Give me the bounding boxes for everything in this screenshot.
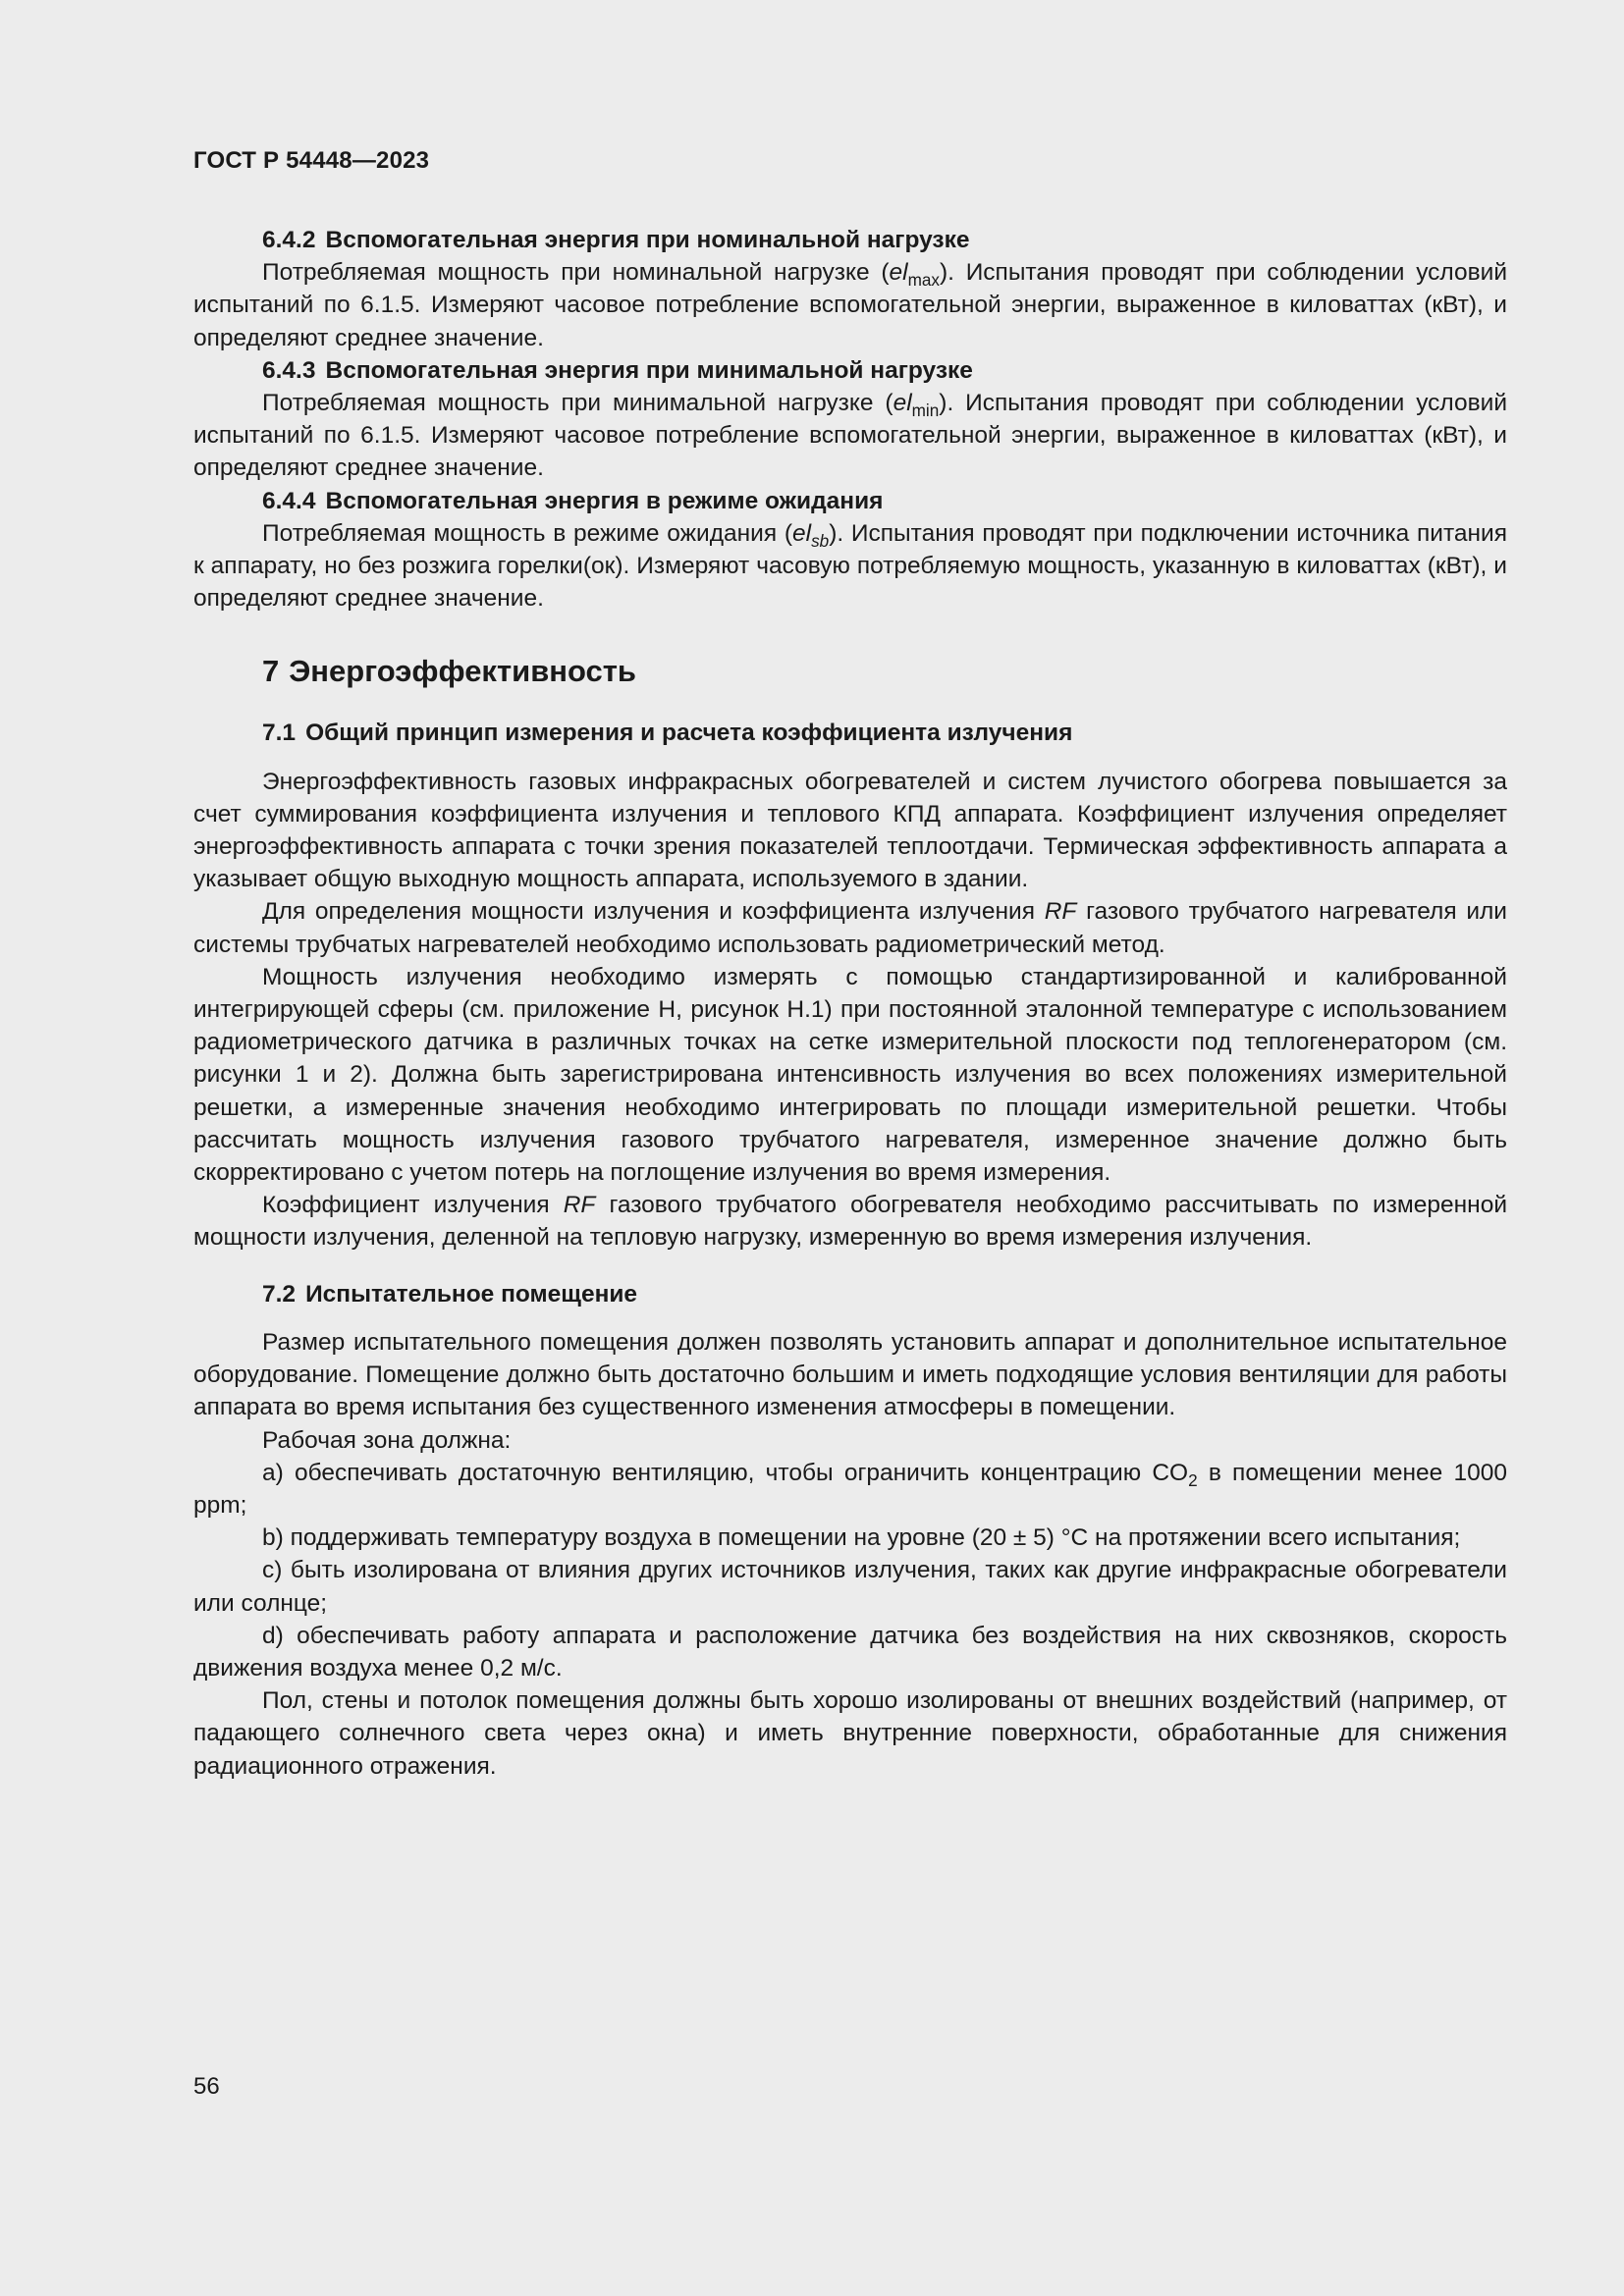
text-span: Коэффициент излучения xyxy=(262,1192,564,1219)
subscript-sb: sb xyxy=(811,530,830,551)
variable-rf: RF xyxy=(1044,898,1077,926)
subscript-min: min xyxy=(911,400,940,421)
section-number: 7 xyxy=(262,654,280,689)
subsection-title: Вспомогательная энергия при номинальной нагрузке xyxy=(325,227,970,253)
variable-el: el xyxy=(893,390,912,417)
subsection-title: Вспомогательная энергия при минимальной нагрузке xyxy=(325,356,973,384)
text-span: газового трубчатого нагревателя или системы трубчатых нагревателей необходимо использовать радиометрический метод. xyxy=(193,898,1507,958)
subscript-2: 2 xyxy=(1188,1469,1198,1490)
subsection-title: Общий принцип измерения и расчета коэффициента излучения xyxy=(305,720,1073,747)
text-span: Потребляемая мощность в режиме ожидания ( xyxy=(262,519,792,547)
section-title: Энергоэффективность xyxy=(289,654,636,689)
list-item-a xyxy=(193,1457,1507,1522)
text-span: ). Испытания проводят при подключении источника питания к аппарату, но без розжига горелки(ок). Измеряют часовую потребляемую мощность, указанную в киловаттах (кВт), и определяют среднее значение. xyxy=(193,519,1507,613)
subsection-heading-6-4-2 xyxy=(193,224,1507,256)
paragraph-7-1-2 xyxy=(193,895,1507,960)
paragraph-7-2-3: Пол, стены и потолок помещения должны быть хорошо изолированы от внешних воздействий (например, от падающего солнечного света через окна) и иметь внутренние поверхности, обработанные для снижения радиационного отражения. xyxy=(193,1687,1507,1780)
paragraph-7-1-1: Энергоэффективность газовых инфракрасных обогревателей и систем лучистого обогрева повышается за счет суммирования коэффициента излучения и теплового КПД аппарата. Коэффициент излучения определяет энергоэффективность аппарата с точки зрения показателей теплоотдачи. Термическая эффективность аппарата а указывает общую выходную мощность аппарата, используемого в здании. xyxy=(193,768,1507,893)
variable-rf: RF xyxy=(563,1192,596,1219)
paragraph-7-2-2: Рабочая зона должна: xyxy=(262,1426,512,1454)
text-span: газового трубчатого обогревателя необходимо рассчитывать по измеренной мощности излучения, деленной на тепловую нагрузку, измеренную во время измерения излучения. xyxy=(193,1192,1508,1252)
paragraph-7-1-3: Мощность излучения необходимо измерять с помощью стандартизированной и калиброванной интегрирующей сферы (см. приложение H, рисунок H.1) при постоянной эталонной температуре с использованием радиометрического датчика в различных точках на сетке измерительной плоскости под теплогенератором (см. рисунки 1 и 2). Должна быть зарегистрирована интенсивность излучения во всех положениях измерительной решетки, а измеренные значения необходимо интегрировать по площади измерительной решетки. Чтобы рассчитать мощность излучения газового трубчатого нагревателя, измеренное значение должно быть скорректировано с учетом потерь на поглощение излучения во время измерения. xyxy=(193,963,1507,1187)
page-number: 56 xyxy=(193,2073,220,2100)
text-span: Потребляемая мощность при минимальной нагрузке ( xyxy=(262,390,893,417)
subsection-number: 6.4.3 xyxy=(262,356,316,384)
paragraph-7-2-1: Размер испытательного помещения должен позволять установить аппарат и дополнительное испытательное оборудование. Помещение должно быть достаточно большим и иметь подходящие условия вентиляции для работы аппарата во время испытания без существенного изменения атмосферы в помещении. xyxy=(193,1328,1507,1421)
paragraph-6-4-4 xyxy=(193,517,1507,615)
subsection-title: Испытательное помещение xyxy=(305,1280,638,1308)
document-page xyxy=(193,0,1507,2296)
subsection-heading-7-1 xyxy=(193,717,1507,749)
subsection-heading-7-2 xyxy=(193,1278,1507,1310)
subsection-number: 6.4.4 xyxy=(262,487,316,514)
text-span: ). Испытания проводят при соблюдении условий испытаний по 6.1.5. Измеряют часовое потребление вспомогательной энергии, выраженное в киловаттах (кВт), и определяют среднее значение. xyxy=(193,259,1508,351)
paragraph-6-4-2 xyxy=(193,256,1507,354)
paragraph-7-1-4 xyxy=(193,1189,1507,1254)
list-item-c: c) быть изолирована от влияния других источников излучения, таких как другие инфракрасные обогреватели или солнце; xyxy=(193,1557,1507,1617)
subsection-number: 7.1 xyxy=(262,720,297,747)
subsection-number: 6.4.2 xyxy=(262,227,316,253)
variable-el: el xyxy=(889,259,908,287)
paragraph-6-4-3 xyxy=(193,387,1507,485)
text-span: Потребляемая мощность при номинальной нагрузке ( xyxy=(262,259,890,287)
variable-el: el xyxy=(792,519,812,547)
section-heading-7 xyxy=(193,652,1507,691)
list-item-b: b) поддерживать температуру воздуха в помещении на уровне (20 ± 5) °C на протяжении всего испытания; xyxy=(262,1524,1461,1552)
list-item-d: d) обеспечивать работу аппарата и расположение датчика без воздействия на них сквозняков, скорость движения воздуха менее 0,2 м/с. xyxy=(193,1622,1507,1682)
subsection-number: 7.2 xyxy=(262,1280,297,1308)
text-span: Для определения мощности излучения и коэффициента излучения xyxy=(262,898,1045,926)
text-span: ). Испытания проводят при соблюдении условий испытаний по 6.1.5. Измеряют часовое потребление вспомогательной энергии, выраженное в киловаттах (кВт), и определяют среднее значение. xyxy=(193,390,1507,482)
subsection-heading-6-4-4 xyxy=(193,485,1507,517)
subscript-max: max xyxy=(907,270,940,291)
document-code-header: ГОСТ Р 54448—2023 xyxy=(193,147,430,174)
text-span: a) обеспечивать достаточную вентиляцию, чтобы ограничить концентрацию CO xyxy=(262,1459,1189,1486)
document-body xyxy=(193,224,1507,1783)
subsection-heading-6-4-3 xyxy=(193,354,1507,387)
subsection-title: Вспомогательная энергия в режиме ожидания xyxy=(325,487,884,514)
text-span: в помещении менее 1000 ppm; xyxy=(193,1459,1507,1519)
